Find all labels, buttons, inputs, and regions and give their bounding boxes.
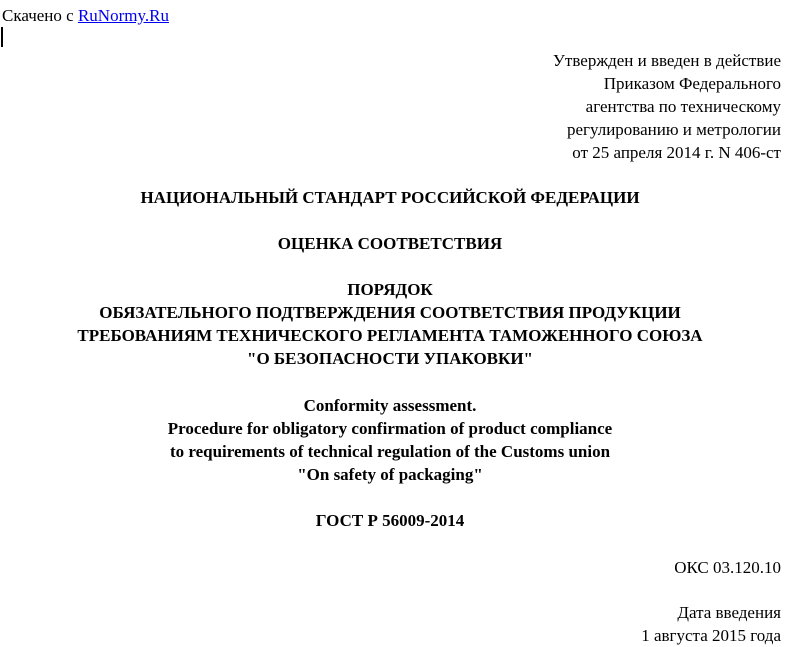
text-cursor	[1, 27, 3, 47]
procedure-ru-line: ТРЕБОВАНИЯМ ТЕХНИЧЕСКОГО РЕГЛАМЕНТА ТАМОЖЕННОГО СОЮЗА	[77, 326, 703, 345]
approval-line: Утвержден и введен в действие	[552, 51, 781, 70]
approval-line: Приказом Федерального	[603, 74, 781, 93]
procedure-en-line: "On safety of packaging"	[297, 465, 483, 484]
introduction-label: Дата введения	[677, 603, 781, 622]
approval-line: агентства по техническому	[585, 97, 781, 116]
approval-line: регулированию и метрологии	[566, 120, 781, 139]
standard-title: НАЦИОНАЛЬНЫЙ СТАНДАРТ РОССИЙСКОЙ ФЕДЕРАЦИИ	[140, 188, 640, 207]
subject-block	[0, 232, 780, 255]
oks-code: ОКС 03.120.10	[674, 558, 781, 577]
procedure-ru-line: "О БЕЗОПАСНОСТИ УПАКОВКИ"	[247, 349, 533, 368]
procedure-en-line: Procedure for obligatory confirmation of product compliance	[167, 419, 613, 438]
source-line	[2, 4, 169, 27]
procedure-ru-line: ПОРЯДОК	[347, 280, 433, 299]
procedure-en-line: Conformity assessment.	[303, 396, 477, 415]
gost-number: ГОСТ Р 56009-2014	[315, 511, 465, 530]
subject-title: ОЦЕНКА СООТВЕТСТВИЯ	[277, 234, 503, 253]
gost-number-block	[0, 509, 780, 532]
approval-line: от 25 апреля 2014 г. N 406-ст	[572, 143, 781, 162]
procedure-ru-block	[0, 278, 780, 370]
standard-title-block	[0, 186, 780, 209]
procedure-en-line: to requirements of technical regulation of the Customs union	[169, 442, 611, 461]
approval-block	[553, 49, 781, 164]
introduction-date: 1 августа 2015 года	[641, 626, 781, 645]
procedure-en-block	[0, 394, 780, 486]
source-prefix: Скачено с	[2, 6, 78, 25]
runormy-link[interactable]: RuNormy.Ru	[77, 6, 169, 25]
procedure-ru-line: ОБЯЗАТЕЛЬНОГО ПОДТВЕРЖДЕНИЯ СООТВЕТСТВИЯ ПРОДУКЦИИ	[99, 303, 681, 322]
